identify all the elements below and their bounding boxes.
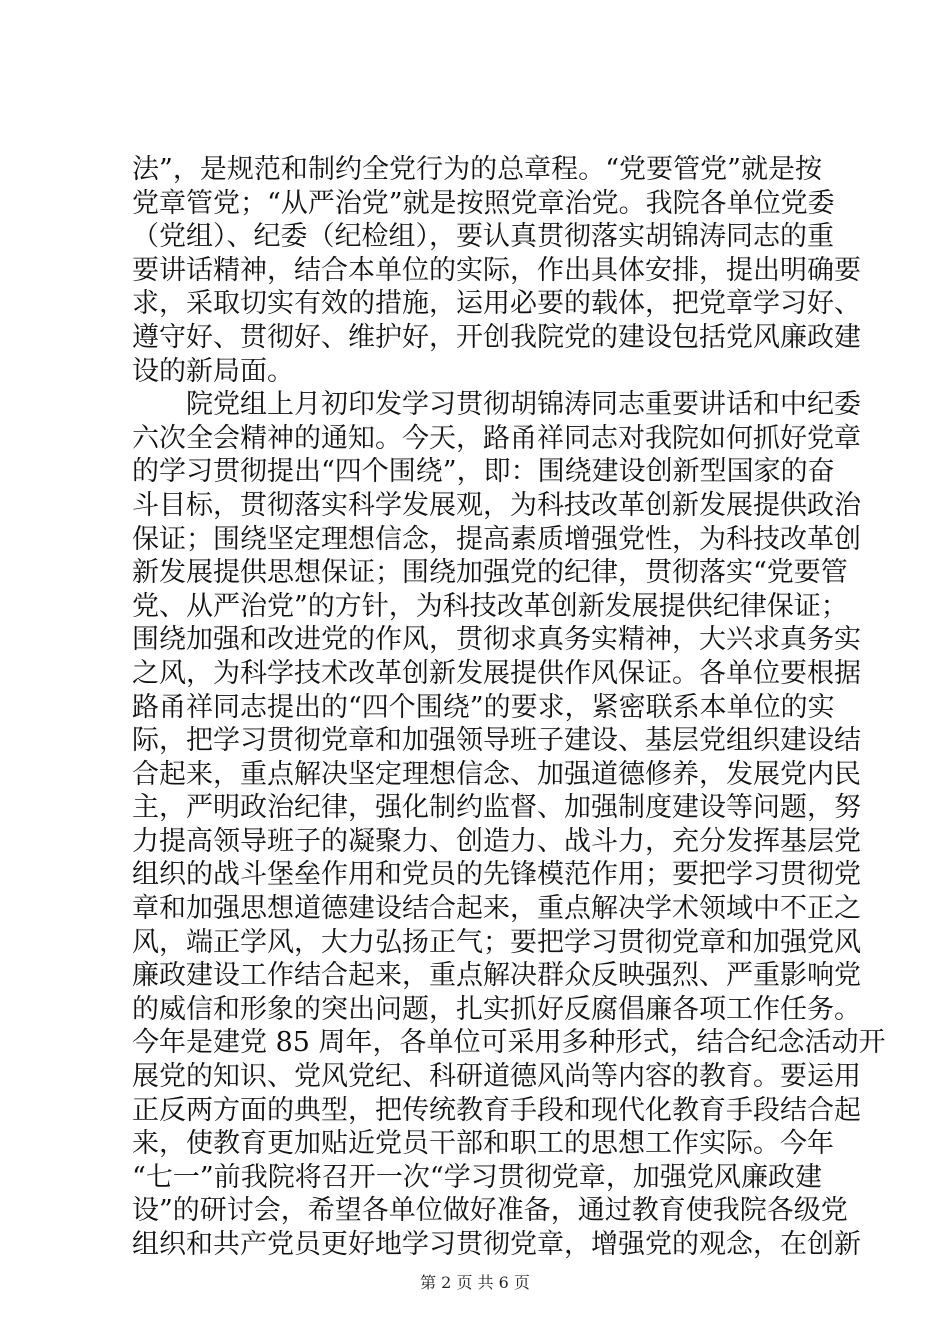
- text-line: 组织的战斗堡垒作用和党员的先锋模范作用；要把学习贯彻党: [132, 859, 861, 891]
- text-line: （党组）、纪委（纪检组），要认真贯彻落实胡锦涛同志的重: [132, 221, 834, 253]
- text-line: 组织和共产党员更好地学习贯彻党章，增强党的观念，在创新: [132, 1229, 861, 1260]
- text-line: 党章管党；“从严治党”就是按照党章治党。我院各单位党委: [132, 187, 835, 219]
- text-line: 合起来，重点解决坚定理想信念、加强道德修养，发展党内民: [132, 758, 861, 790]
- text-line: 新发展提供思想保证；围绕加强党的纪律，贯彻落实“党要管: [132, 557, 848, 589]
- text-line: 路甬祥同志提出的“四个围绕”的要求，紧密联系本单位的实: [132, 691, 835, 723]
- text-line: 之风，为科学技术改革创新发展提供作风保证。各单位要根据: [132, 657, 861, 689]
- text-line: 的学习贯彻提出“四个围绕”，即：围绕建设创新型国家的奋: [132, 456, 835, 488]
- text-line: 设的新局面。: [132, 355, 294, 387]
- text-line: 章和加强思想道德建设结合起来，重点解决学术领域中不正之: [132, 893, 861, 925]
- text-line: 求，采取切实有效的措施，运用必要的载体，把党章学习好、: [132, 288, 861, 320]
- document-body: [132, 153, 886, 1262]
- text-line: 斗目标，贯彻落实科学发展观，为科技改革创新发展提供政治: [132, 489, 861, 521]
- text-line: 院党组上月初印发学习贯彻胡锦涛同志重要讲话和中纪委: [132, 389, 861, 421]
- text-line: 保证；围绕坚定理想信念，提高素质增强党性，为科技改革创: [132, 523, 861, 555]
- text-line: 今年是建党 85 周年，各单位可采用多种形式，结合纪念活动开: [132, 1027, 886, 1059]
- text-line: 际，把学习贯彻党章和加强领导班子建设、基层党组织建设结: [132, 725, 861, 757]
- text-line: 的威信和形象的突出问题，扎实抓好反腐倡廉各项工作任务。: [132, 993, 861, 1025]
- page-footer: 第 2 页 共 6 页: [420, 1273, 530, 1292]
- text-line: 党、从严治党”的方针，为科技改革创新发展提供纪律保证；: [132, 590, 848, 622]
- text-line: 要讲话精神，结合本单位的实际，作出具体安排，提出明确要: [132, 254, 861, 286]
- text-line: 风，端正学风，大力弘扬正气；要把学习贯彻党章和加强党风: [132, 926, 861, 958]
- text-line: 法”，是规范和制约全党行为的总章程。“党要管党”就是按: [132, 154, 822, 185]
- text-line: 来，使教育更加贴近党员干部和职工的思想工作实际。今年: [132, 1128, 834, 1160]
- text-line: “七一”前我院将召开一次“学习贯彻党章，加强党风廉政建: [132, 1161, 822, 1193]
- text-line: 围绕加强和改进党的作风，贯彻求真务实精神，大兴求真务实: [132, 624, 861, 656]
- text-line: 廉政建设工作结合起来，重点解决群众反映强烈、严重影响党: [132, 960, 861, 992]
- text-line: 设”的研讨会，希望各单位做好准备，通过教育使我院各级党: [132, 1195, 848, 1227]
- text-line: 正反两方面的典型，把传统教育手段和现代化教育手段结合起: [132, 1094, 861, 1126]
- text-line: 展党的知识、党风党纪、科研道德风尚等内容的教育。要运用: [132, 1061, 861, 1093]
- text-line: 遵守好、贯彻好、维护好，开创我院党的建设包括党风廉政建: [132, 321, 861, 353]
- text-line: 六次全会精神的通知。今天，路甬祥同志对我院如何抓好党章: [132, 422, 861, 454]
- text-line: 力提高领导班子的凝聚力、创造力、战斗力，充分发挥基层党: [132, 825, 861, 857]
- text-line: 主，严明政治纪律，强化制约监督、加强制度建设等问题，努: [132, 792, 861, 824]
